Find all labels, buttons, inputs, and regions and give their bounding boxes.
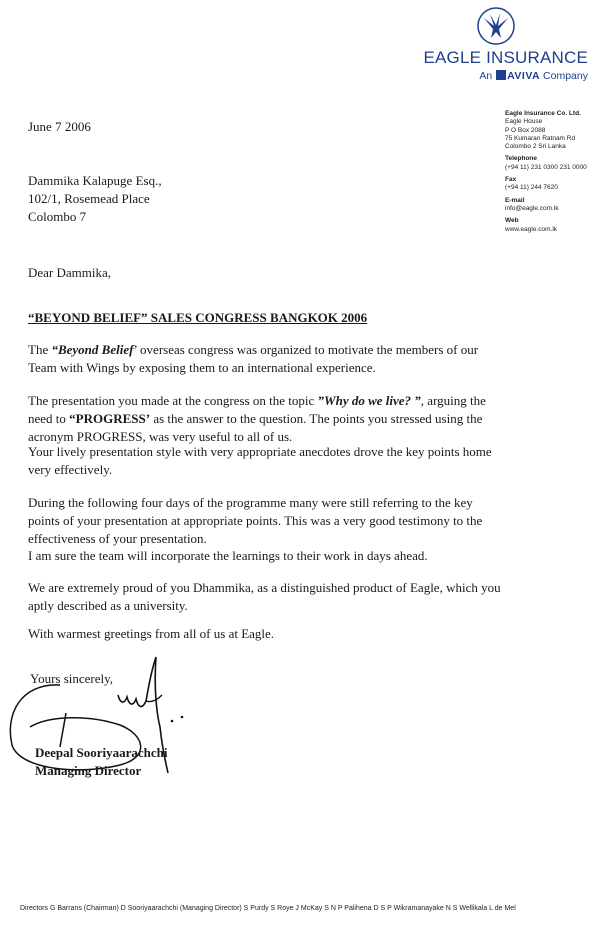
paragraph-4: During the following four days of the programme many were still referring to the key points of your presentation at appropriate points. This was a very good testimony to the effectiveness of your presentation. (28, 495, 483, 546)
salutation: Dear Dammika, (28, 265, 112, 280)
company-logo-name: EAGLE INSURANCE (423, 48, 588, 67)
telephone-label: Telephone (505, 155, 538, 163)
paragraph-5: I am sure the team will incorporate the learnings to their work in days ahead. (28, 548, 428, 563)
recipient-city: Colombo 7 (28, 209, 87, 224)
closing: Yours sincerely, (30, 671, 114, 686)
directors-footer: Directors G Barrans (Chairman) D Sooriyaarachchi (Managing Director) S Purdy S Roye J McKay S N P Palihena D S P Wikramanayake N S Wellikala L de Mel (20, 905, 516, 912)
p2-topic: ”Why do we live? ” (317, 393, 421, 408)
telephone-value: (+94 11) 231 0300 231 0000 (505, 163, 587, 171)
paragraph-6: We are extremely proud of you Dhammika, as a distinguished product of Eagle, which you aptly described as a university. (28, 580, 501, 613)
signer-title: Managing Director (35, 763, 142, 778)
letter-date: June 7 2006 (28, 119, 91, 134)
paragraph-7: With warmest greetings from all of us at Eagle. (28, 626, 275, 641)
fax-value: (+94 11) 244 7620 (505, 184, 558, 192)
signer-name: Deepal Sooriyaarachchi (35, 745, 168, 760)
recipient-address (28, 172, 162, 226)
company-address-line: Colombo 2 Sri Lanka (505, 143, 566, 151)
p2-progress: “PROGRESS’ (69, 411, 151, 426)
p1-text-rest: ’ overseas congress was organized to motivate the members of our Team with Wings by exposing them to an international experience. (28, 342, 479, 375)
tagline-brand: AVIVA (507, 70, 541, 82)
company-address-line: P O Box 2088 (505, 126, 546, 134)
p2-text-rest: as the answer to the question. The points you stressed using the acronym PROGRESS, was very useful to all of us. (28, 411, 483, 444)
paragraph-2 (28, 392, 502, 446)
recipient-name: Dammika Kalapuge Esq., (28, 173, 162, 188)
web-value: www.eagle.com.lk (505, 225, 558, 233)
web-label: Web (505, 217, 519, 225)
letter-subject: “BEYOND BELIEF” SALES CONGRESS BANGKOK 2006 (28, 310, 368, 325)
tagline-prefix: An (479, 70, 493, 82)
p1-text: The (28, 342, 52, 357)
p2-text: The presentation you made at the congress on the topic (28, 393, 318, 408)
company-address-line: Eagle House (505, 118, 543, 126)
email-label: E-mail (505, 196, 525, 204)
eagle-logo-icon (476, 6, 516, 46)
company-name: Eagle Insurance Co. Ltd. (505, 110, 581, 117)
company-address-line: 75 Kumaran Ratnam Rd (505, 134, 576, 142)
company-logo-tagline (432, 70, 588, 82)
fax-label: Fax (505, 176, 517, 184)
company-details (505, 110, 597, 234)
paragraph-1 (28, 341, 502, 377)
p2-text-mid: , arguing the need to (28, 393, 486, 426)
email-value: info@eagle.com.lk (505, 204, 559, 212)
paragraph-3: Your lively presentation style with very appropriate anecdotes drove the key points home very effectively. (28, 444, 492, 477)
p1-emphasis: “Beyond Belief (51, 342, 134, 357)
recipient-street: 102/1, Rosemead Place (28, 191, 150, 206)
aviva-square-icon (496, 70, 506, 80)
tagline-suffix: Company (543, 70, 588, 82)
